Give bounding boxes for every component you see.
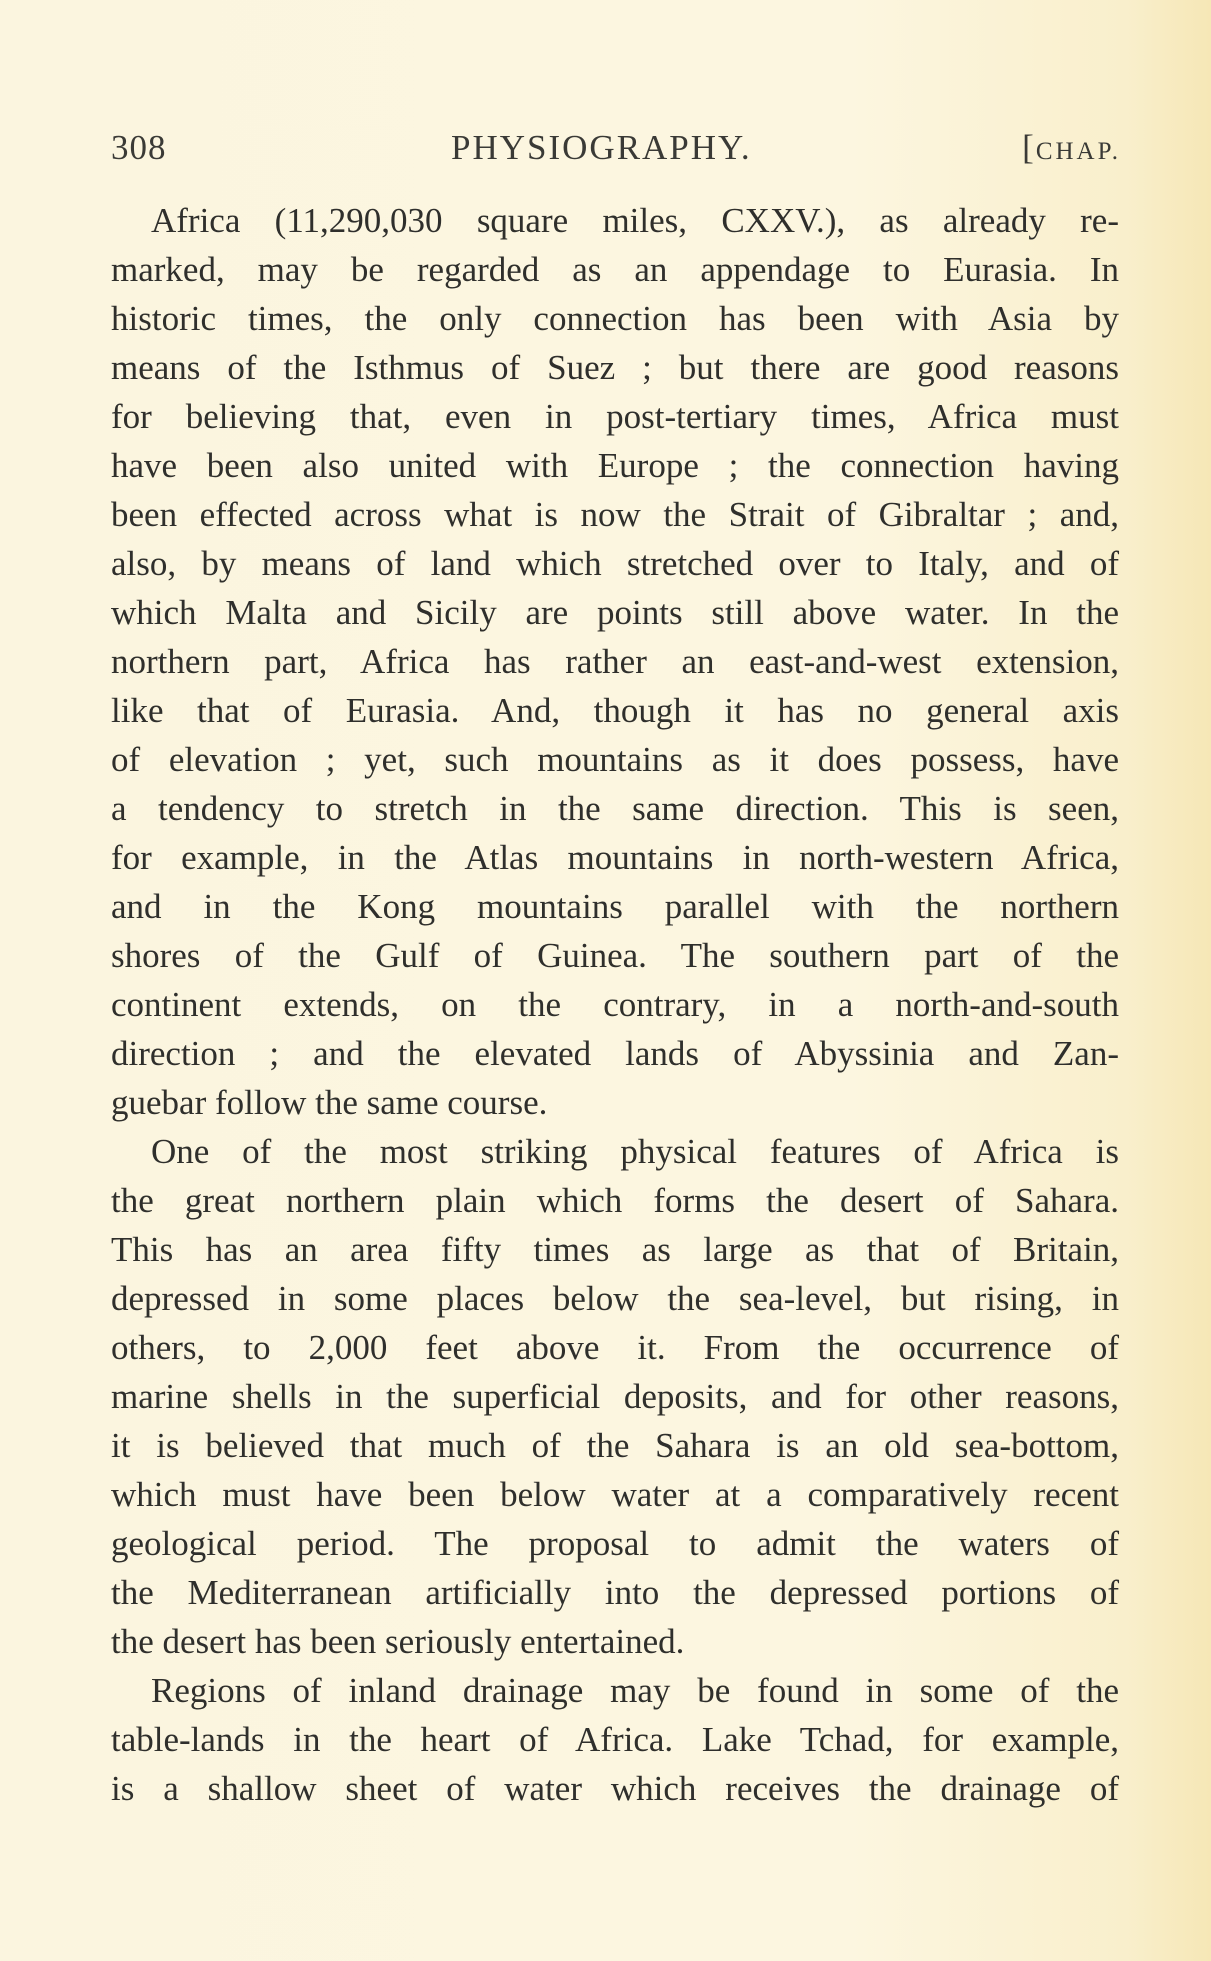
text-line: historic times, the only connection has been with Asia by [111,299,1119,338]
text-line: for example, in the Atlas mountains in north-western Africa, [111,838,1119,877]
text-line: the Mediterranean artificially into the depressed portions of [111,1573,1119,1612]
text-line: for believing that, even in post-tertiary times, Africa must [111,397,1119,436]
text-line: One of the most striking physical features of Africa is [151,1132,1119,1171]
text-line: like that of Eurasia. And, though it has no general axis [111,691,1119,730]
text-line: shores of the Gulf of Guinea. The southern part of the [111,936,1119,975]
running-title: PHYSIOGRAPHY. [451,128,752,167]
text-line: Regions of inland drainage may be found in some of the [151,1671,1119,1710]
text-line: depressed in some places below the sea-level, but rising, in [111,1279,1119,1318]
text-line: which must have been below water at a comparatively recent [111,1475,1119,1514]
text-line: This has an area fifty times as large as that of Britain, [111,1230,1119,1269]
page-header [111,128,1121,178]
text-line: marine shells in the superficial deposits, and for other reasons, [111,1377,1119,1416]
text-line: been effected across what is now the Strait of Gibraltar ; and, [111,495,1119,534]
text-line: Africa (11,290,030 square miles, CXXV.), as already re- [151,201,1119,240]
text-line: is a shallow sheet of water which receives the drainage of [111,1769,1119,1808]
text-line: which Malta and Sicily are points still above water. In the [111,593,1119,632]
chapter-mark [1022,128,1121,168]
text-line: marked, may be regarded as an appendage to Eurasia. In [111,250,1119,289]
text-line: the great northern plain which forms the desert of Sahara. [111,1181,1119,1220]
text-line: have been also united with Europe ; the connection having [111,446,1119,485]
text-line: direction ; and the elevated lands of Abyssinia and Zan- [111,1034,1119,1073]
text-line: geological period. The proposal to admit the waters of [111,1524,1119,1563]
text-line: the desert has been seriously entertained. [111,1622,685,1661]
text-line: guebar follow the same course. [111,1083,548,1122]
text-line: northern part, Africa has rather an east-and-west extension, [111,642,1119,681]
text-line: others, to 2,000 feet above it. From the occurrence of [111,1328,1119,1367]
body-text [111,196,1119,1813]
chapter-label: CHAP. [1035,138,1121,165]
text-line: continent extends, on the contrary, in a north-and-south [111,985,1119,1024]
text-line: also, by means of land which stretched over to Italy, and of [111,544,1119,583]
chapter-bracket: [ [1022,128,1036,167]
text-line: of elevation ; yet, such mountains as it does possess, have [111,740,1119,779]
page-number: 308 [111,128,167,167]
text-line: and in the Kong mountains parallel with the northern [111,887,1119,926]
text-line: means of the Isthmus of Suez ; but there are good reasons [111,348,1119,387]
text-line: a tendency to stretch in the same direction. This is seen, [111,789,1119,828]
text-line: table-lands in the heart of Africa. Lake Tchad, for example, [111,1720,1119,1759]
text-line: it is believed that much of the Sahara is an old sea-bottom, [111,1426,1119,1465]
